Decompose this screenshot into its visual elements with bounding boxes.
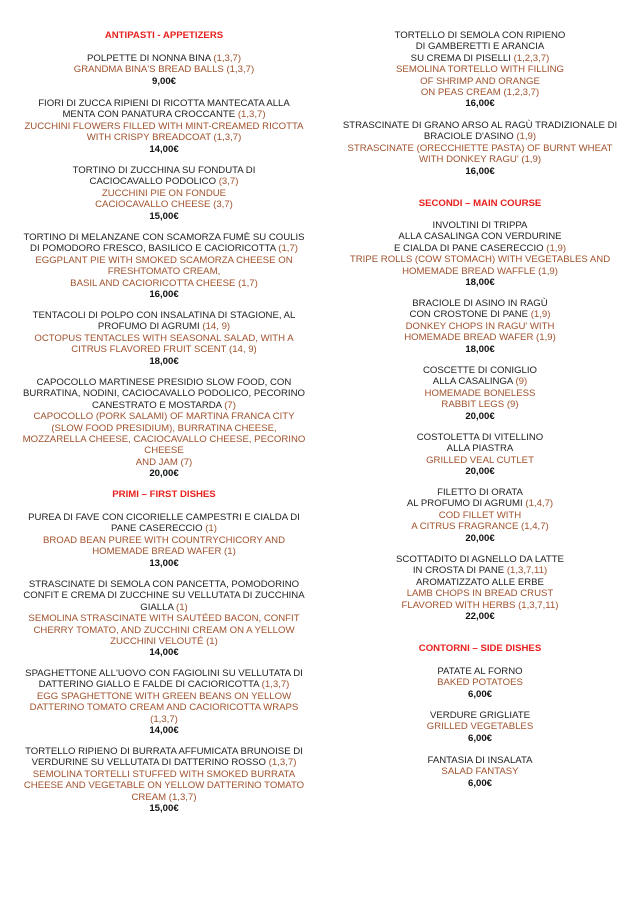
dish-name-italian: PROFUMO DI AGRUMI (14, 9) [97, 321, 231, 333]
dish-name-italian: PATATE AL FORNO [437, 666, 523, 677]
allergens: (1,9) [530, 309, 551, 321]
allergens: (1,3,7) [268, 757, 297, 769]
menu-item [12, 165, 316, 222]
dish-name-italian: IN CROSTA DI PANE (1,3,7,11) [412, 565, 548, 577]
dish-name-english: FRESHTOMATO CREAM, [107, 266, 221, 278]
dish-name-italian: E CIALDA DI PANE CASERECCIO (1,9) [393, 242, 567, 254]
section-heading: PRIMI – FIRST DISHES [112, 489, 216, 500]
dish-name-english: COD FILLET WITH [438, 509, 522, 521]
dish-name-english: SEMOLINA STRASCINATE WITH SAUTÉED BACON, CONFIT [28, 613, 300, 625]
dish-name-english: CREAM (1,3,7) [131, 791, 197, 803]
dish-price: 16,00€ [149, 289, 179, 301]
menu-item [12, 512, 316, 569]
menu-item [332, 666, 628, 700]
menu-item [12, 232, 316, 300]
dish-name-italian: AL PROFUMO DI AGRUMI (1,4,7) [406, 498, 554, 510]
dish-name-english: CAPOCOLLO (PORK SALAMI) OF MARTINA FRANCA CITY [33, 411, 295, 423]
dish-name-italian: INVOLTINI DI TRIPPA [432, 220, 528, 231]
allergens: (1) [205, 523, 217, 535]
dish-name-english: STRASCINATE (ORECCHIETTE PASTA) OF BURNT WHEAT [347, 142, 613, 154]
menu-item [332, 365, 628, 422]
dish-name-english: EGG SPAGHETTONE WITH GREEN BEANS ON YELLOW [36, 690, 292, 702]
dish-name-italian: TORTELLO DI SEMOLA CON RIPIENO [394, 30, 566, 41]
dish-name-english: SEMOLINA TORTELLO WITH FILLING [396, 64, 564, 76]
dish-name-italian: TORTELLO RIPIENO DI BURRATA AFFUMICATA BRUNOISE DI [25, 746, 303, 757]
menu-item [332, 298, 628, 355]
dish-name-italian: SU CREMA DI PISELLI (1,2,3,7) [410, 52, 550, 64]
dish-name-italian: BURRATINA, NODINI, CACIOCAVALLO PODOLICO, PECORINO [23, 388, 305, 400]
dish-name-english: ON PEAS CREAM (1,2,3,7) [420, 87, 540, 99]
dish-name-english: CHEESE [144, 445, 184, 457]
dish-price: 6,00€ [467, 732, 492, 744]
dish-name-english: SALAD FANTASY [441, 766, 519, 778]
dish-price: 20,00€ [465, 410, 495, 422]
menu-item [12, 310, 316, 367]
dish-name-italian: GIALLA (1) [140, 601, 188, 613]
menu-item [332, 30, 628, 110]
allergens: (1,2,3,7) [513, 52, 550, 64]
dish-name-english: WITH CRISPY BREADCOAT (1,3,7) [86, 132, 242, 144]
dish-name-italian: TENTACOLI DI POLPO CON INSALATINA DI STAGIONE, AL [32, 310, 296, 321]
menu-item [12, 53, 316, 87]
dish-name-english: AND JAM (7) [135, 456, 193, 468]
dish-price: 14,00€ [149, 647, 179, 659]
dish-name-italian: ALLA CASALINGA CON VERDURINE [398, 231, 562, 243]
dish-price: 14,00€ [149, 725, 179, 737]
dish-price: 6,00€ [467, 688, 492, 700]
dish-name-english: FLAVORED WITH HERBS (1,3,7,11) [401, 599, 559, 611]
menu-item [12, 579, 316, 659]
allergens: (14, 9) [202, 321, 231, 333]
dish-name-italian: ALLA PIASTRA [446, 443, 514, 455]
dish-name-english: BROAD BEAN PUREE WITH COUNTRYCHICORY AND [42, 534, 285, 546]
allergens: (1,3,7) [213, 53, 242, 64]
dish-name-italian: PANE CASERECCIO (1) [111, 523, 217, 535]
dish-name-italian: CAPOCOLLO MARTINESE PRESIDIO SLOW FOOD, CON [36, 377, 292, 388]
dish-name-italian: AROMATIZZATO ALLE ERBE [416, 576, 544, 588]
dish-name-italian: TORTINO DI MELANZANE CON SCAMORZA FUMÈ SU COULIS [23, 232, 305, 243]
dish-name-english: CHERRY TOMATO, AND ZUCCHINI CREAM ON A YELLOW [33, 624, 295, 636]
dish-name-english: CITRUS FLAVORED FRUIT SCENT (14, 9) [71, 344, 257, 356]
dish-name-italian: TORTINO DI ZUCCHINA SU FONDUTA DI [72, 165, 256, 176]
dish-price: 18,00€ [465, 343, 495, 355]
dish-price: 20,00€ [465, 466, 495, 478]
dish-name-english: ZUCCHINI PIE ON FONDUE [101, 187, 227, 199]
menu-item [332, 432, 628, 478]
allergens: (1,3,7) [261, 679, 290, 691]
allergens: (1,9) [516, 131, 537, 143]
dish-name-italian: POLPETTE DI NONNA BINA (1,3,7) [86, 53, 242, 64]
menu-item [12, 377, 316, 480]
dish-price: 20,00€ [149, 468, 179, 480]
dish-name-english: HOMEMADE BONELESS [424, 387, 536, 399]
dish-name-italian: BRACIOLE DI ASINO IN RAGÙ [412, 298, 548, 309]
dish-name-english: HOMEMADE BREAD WAFER (1) [92, 546, 236, 558]
dish-name-italian: CONFIT E CREMA DI ZUCCHINE SU VELLUTATA DI ZUCCHINA [23, 590, 305, 602]
dish-name-italian: VERDURE GRIGLIATE [429, 710, 531, 721]
dish-name-english: ZUCCHINI VELOUTÉ (1) [110, 636, 218, 648]
dish-name-english: BASIL AND CACIORICOTTA CHEESE (1,7) [70, 277, 258, 289]
dish-price: 6,00€ [467, 777, 492, 789]
dish-name-english: GRANDMA BINA'S BREAD BALLS (1,3,7) [73, 64, 255, 76]
dish-price: 14,00€ [149, 143, 179, 155]
dish-name-italian: CANESTRATO E MOSTARDA (7) [92, 399, 236, 411]
allergens: (1) [176, 601, 188, 613]
menu-item [12, 746, 316, 814]
dish-name-italian: VERDURINE SU VELLUTATA DI DATTERINO ROSSO (1,3,7) [31, 757, 297, 769]
allergens: (1,3,7,11) [506, 565, 548, 577]
section-heading: SECONDI – MAIN COURSE [418, 198, 542, 209]
dish-name-italian: BRACIOLE D'ASINO (1,9) [423, 131, 537, 143]
dish-name-english: LAMB CHOPS IN BREAD CRUST [406, 588, 554, 600]
dish-name-english: GRILLED VEGETABLES [426, 721, 534, 733]
dish-price: 9,00€ [151, 75, 176, 87]
dish-name-english: HOMEMADE BREAD WAFFLE (1,9) [402, 265, 558, 277]
dish-name-italian: PUREA DI FAVE CON CICORIELLE CAMPESTRI E CIALDA DI [28, 512, 300, 523]
menu-item [332, 120, 628, 177]
dish-name-italian: SPAGHETTONE ALL'UOVO CON FAGIOLINI SU VELLUTATA DI [25, 668, 303, 679]
dish-name-italian: ALLA CASALINGA (9) [432, 376, 528, 388]
dish-name-italian: CACIOCAVALLO PODOLICO (3,7) [89, 176, 239, 188]
dish-name-english: CHEESE AND VEGETABLE ON YELLOW DATTERINO TOMATO [23, 780, 305, 792]
dish-price: 13,00€ [149, 557, 179, 569]
dish-name-english: WITH DONKEY RAGU' (1,9) [418, 154, 542, 166]
dish-name-italian: FANTASIA DI INSALATA [427, 755, 533, 766]
allergens: (1,3,7) [237, 109, 266, 121]
dish-name-italian: CON CROSTONE DI PANE (1,9) [409, 309, 551, 321]
dish-name-english: A CITRUS FRAGRANCE (1,4,7) [411, 521, 549, 533]
dish-name-italian: COSTOLETTA DI VITELLINO [416, 432, 544, 443]
menu-item [332, 220, 628, 288]
dish-name-english: OF SHRIMP AND ORANGE [420, 75, 540, 87]
dish-price: 15,00€ [149, 803, 179, 815]
menu-item [332, 710, 628, 744]
section-heading: ANTIPASTI - APPETIZERS [104, 30, 224, 41]
dish-name-italian: FIORI DI ZUCCA RIPIENI DI RICOTTA MANTECATA ALLA [38, 98, 290, 109]
dish-name-english: CACIOCAVALLO CHEESE (3,7) [95, 199, 233, 211]
dish-name-english: GRILLED VEAL CUTLET [426, 454, 534, 466]
dish-name-english: DONKEY CHOPS IN RAGU' WITH [405, 320, 555, 332]
allergens: (3,7) [218, 176, 239, 188]
dish-price: 16,00€ [465, 98, 495, 110]
dish-name-italian: STRASCINATE DI SEMOLA CON PANCETTA, POMODORINO [28, 579, 300, 590]
dish-price: 20,00€ [465, 532, 495, 544]
dish-name-english: OCTOPUS TENTACLES WITH SEASONAL SALAD, WITH A [34, 332, 294, 344]
menu-item [12, 668, 316, 736]
dish-name-english: BAKED POTATOES [437, 677, 523, 689]
dish-name-italian: FILETTO DI ORATA [437, 487, 523, 498]
dish-name-english: (1,3,7) [150, 713, 178, 725]
dish-price: 18,00€ [465, 277, 495, 289]
dish-name-italian: COSCETTE DI CONIGLIO [422, 365, 538, 376]
section-heading: CONTORNI – SIDE DISHES [418, 643, 542, 654]
dish-price: 16,00€ [465, 165, 495, 177]
dish-name-english: DATTERINO TOMATO CREAM AND CACIORICOTTA WRAPS [29, 702, 299, 714]
dish-price: 18,00€ [149, 355, 179, 367]
menu-item [12, 98, 316, 155]
dish-name-english: ZUCCHINI FLOWERS FILLED WITH MINT-CREAMED RICOTTA [24, 120, 304, 132]
dish-name-english: EGGPLANT PIE WITH SMOKED SCAMORZA CHEESE ON [35, 254, 293, 266]
dish-name-english: SEMOLINA TORTELLI STUFFED WITH SMOKED BURRATA [32, 768, 296, 780]
menu-item [332, 554, 628, 622]
dish-price: 22,00€ [465, 611, 495, 623]
menu-item [332, 755, 628, 789]
dish-name-english: HOMEMADE BREAD WAFER (1,9) [404, 332, 556, 344]
allergens: (1,4,7) [525, 498, 554, 510]
allergens: (9) [515, 376, 528, 388]
dish-price: 15,00€ [149, 210, 179, 222]
dish-name-italian: STRASCINATE DI GRANO ARSO AL RAGÙ TRADIZIONALE DI [342, 120, 618, 131]
dish-name-english: TRIPE ROLLS (COW STOMACH) WITH VEGETABLES AND [349, 254, 611, 266]
allergens: (7) [224, 399, 236, 411]
dish-name-italian: DI GAMBERETTI E ARANCIA [415, 41, 545, 53]
dish-name-english: RABBIT LEGS (9) [441, 399, 519, 411]
dish-name-italian: DI POMODORO FRESCO, BASILICO E CACIORICOTTA (1,7) [30, 243, 298, 255]
allergens: (1,7) [278, 243, 298, 255]
dish-name-english: MOZZARELLA CHEESE, CACIOCAVALLO CHEESE, PECORINO [22, 434, 306, 446]
dish-name-italian: SCOTTADITO DI AGNELLO DA LATTE [396, 554, 564, 565]
allergens: (1,9) [546, 242, 567, 254]
dish-name-italian: MENTA CON PANATURA CROCCANTE (1,3,7) [62, 109, 266, 121]
dish-name-italian: DATTERINO GIALLO E FALDE DI CACIORICOTTA (1,3,7) [38, 679, 290, 691]
menu-item [332, 487, 628, 544]
dish-name-english: (SLOW FOOD PRESIDIUM), BURRATINA CHEESE, [51, 422, 277, 434]
